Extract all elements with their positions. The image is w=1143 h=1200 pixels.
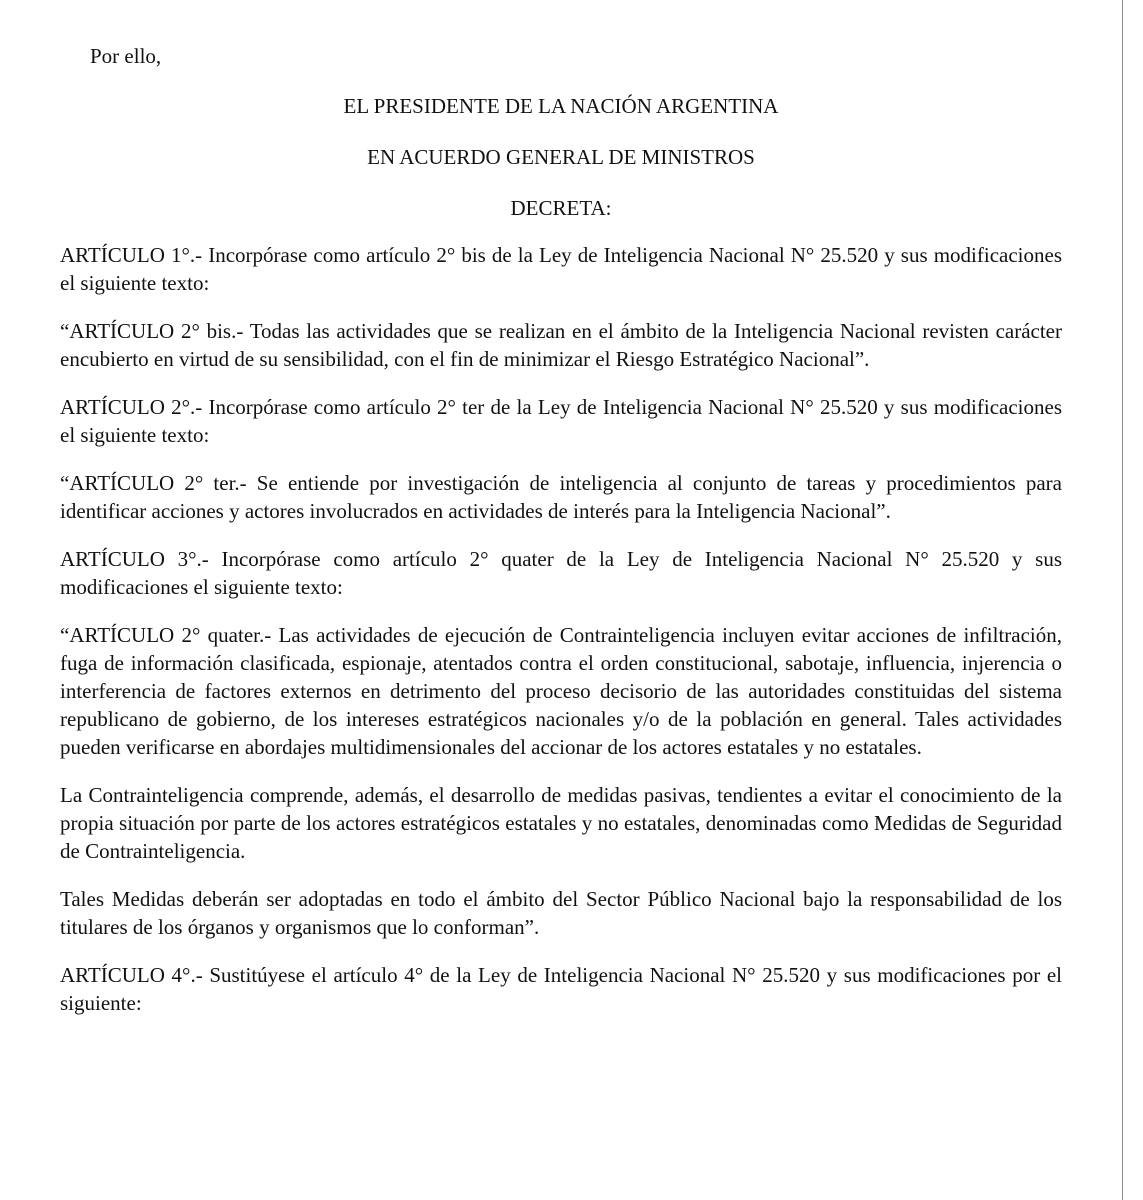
heading-decree: DECRETA: xyxy=(510,196,612,220)
article-2-ter-text: “ARTÍCULO 2° ter.- Se entiende por investigación de inteligencia al conjunto de tareas y procedimientos para identificar acciones y actores involucrados en actividades de interés para la Inteligencia Nacional”. xyxy=(60,471,1062,523)
article-4: ARTÍCULO 4°.- Sustitúyese el artículo 4° de la Ley de Inteligencia Nacional N° 25.520 y sus modificaciones por el siguiente: xyxy=(60,963,1062,1015)
article-2-bis-text: “ARTÍCULO 2° bis.- Todas las actividades que se realizan en el ámbito de la Inteligencia Nacional revisten carácter encubierto en virtud de su sensibilidad, con el fin de minimizar el Riesgo Estratégico Nacional”. xyxy=(60,319,1062,371)
page-edge-divider xyxy=(1122,0,1143,1200)
heading-agreement: EN ACUERDO GENERAL DE MINISTROS xyxy=(367,145,755,169)
article-3: ARTÍCULO 3°.- Incorpórase como artículo 2° quater de la Ley de Inteligencia Nacional N° 25.520 y sus modificaciones el siguiente texto: xyxy=(60,547,1062,599)
article-1: ARTÍCULO 1°.- Incorpórase como artículo 2° bis de la Ley de Inteligencia Nacional N° 25.520 y sus modificaciones el siguiente texto: xyxy=(60,243,1062,295)
intro-text: Por ello, xyxy=(90,44,162,68)
article-2: ARTÍCULO 2°.- Incorpórase como artículo 2° ter de la Ley de Inteligencia Nacional N° 25.520 y sus modificaciones el siguiente texto: xyxy=(60,395,1062,447)
heading-president: EL PRESIDENTE DE LA NACIÓN ARGENTINA xyxy=(343,94,779,118)
security-measures-paragraph: Tales Medidas deberán ser adoptadas en todo el ámbito del Sector Público Nacional bajo la responsabilidad de los titulares de los órganos y organismos que lo conforman”. xyxy=(60,887,1062,939)
counterintelligence-paragraph: La Contrainteligencia comprende, además, el desarrollo de medidas pasivas, tendientes a evitar el conocimiento de la propia situación por parte de los actores estratégicos estatales y no estatales, denominadas como Medidas de Seguridad de Contrainteligencia. xyxy=(60,783,1062,863)
document-body xyxy=(60,42,1062,1017)
article-2-quater-text: “ARTÍCULO 2° quater.- Las actividades de ejecución de Contrainteligencia incluyen evitar acciones de infiltración, fuga de información clasificada, espionaje, atentados contra el orden constitucional, sabotaje, influencia, injerencia o interferencia de factores externos en detrimento del proceso decisorio de las autoridades constituidas del sistema republicano de gobierno, de los intereses estratégicos nacionales y/o de la población en general. Tales actividades pueden verificarse en abordajes multidimensionales del accionar de los actores estatales y no estatales. xyxy=(60,623,1062,759)
